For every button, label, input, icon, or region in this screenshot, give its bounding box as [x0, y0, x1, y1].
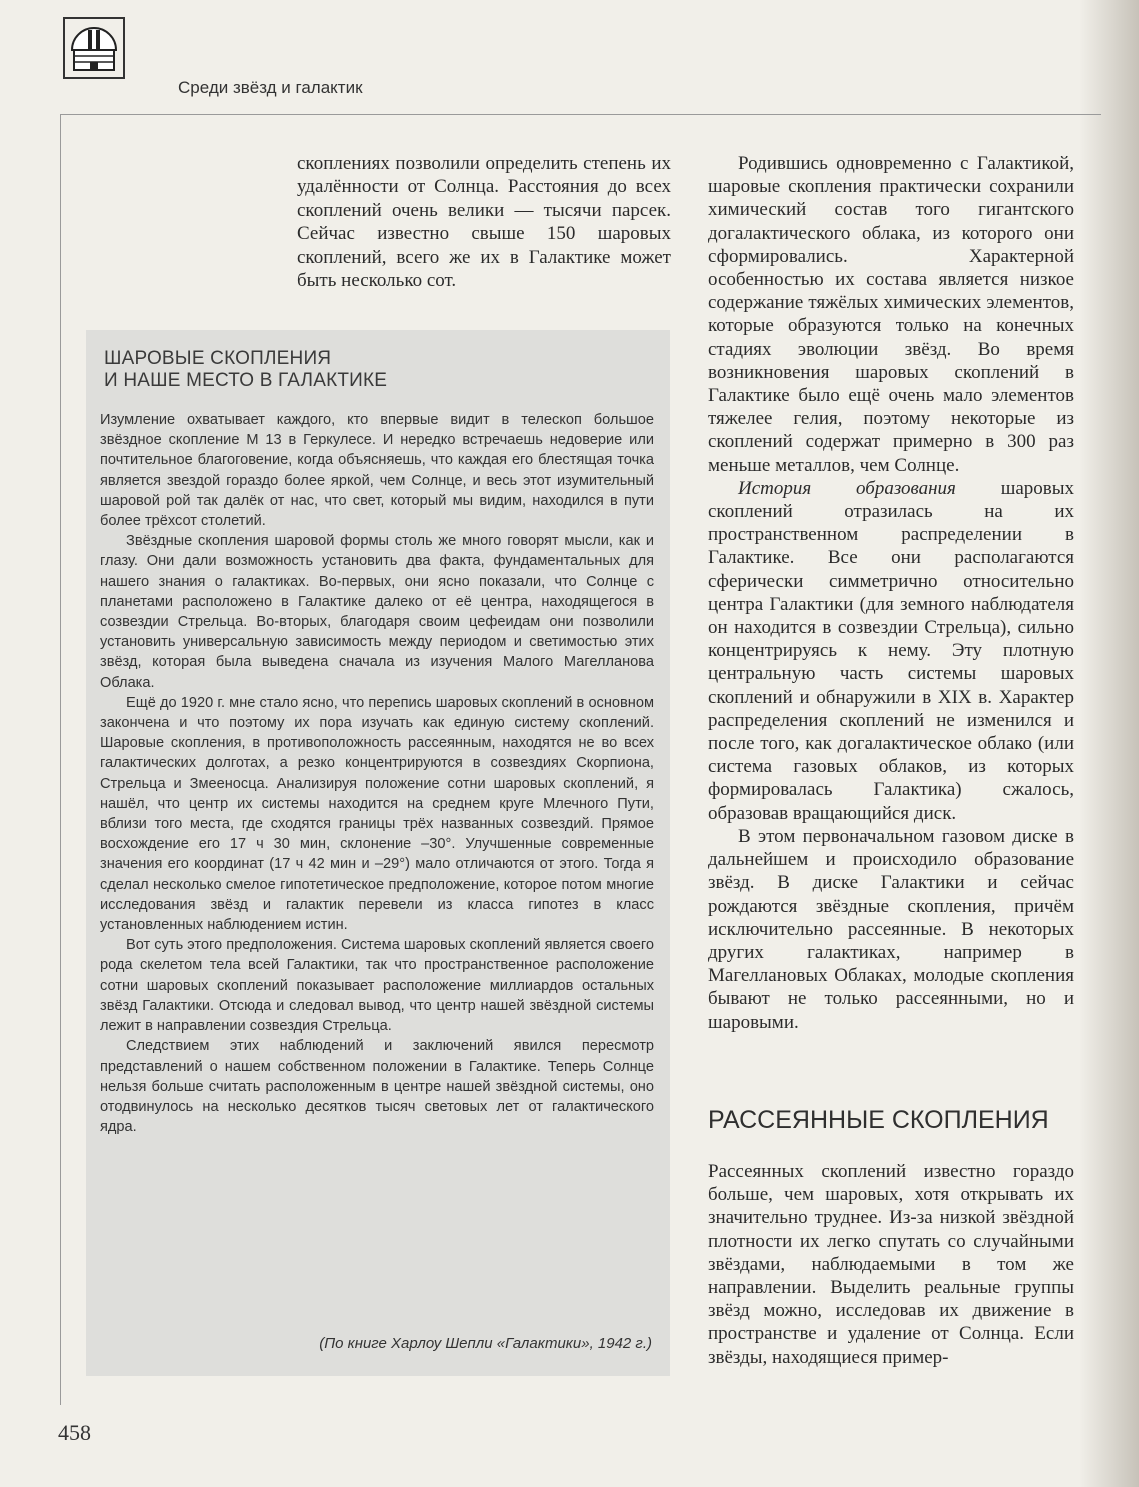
right-paragraph-1: Родившись одновременно с Галактикой, шаровые скопления практически сохранили химический состав того гигантского догалактического облака, из которого они сформировались. Характерной особенностью их состава является низкое содержание тяжёлых химических элементов, которые образуются только на конечных стадиях эволюции звёзд. Во время возникновения шаровых скоплений в Галактике было ещё очень мало элементов тяжелее гелия, поэтому некоторые из скоплений содержат примерно в 300 раз меньше металлов, чем Солнце. [708, 153, 1074, 476]
sidebar-body [100, 410, 654, 1137]
section-body [708, 1160, 1074, 1369]
right-paragraph-2-rest: шаровых скоплений отразилась на их пространственном распределении в Галактике. Все они располагаются сферически симметрично относительно центра Галактики (для земного наблюдателя он находится в созвездии Стрельца), сильно концентрируясь к нему. Эту плотную центральную часть системы шаровых скоплений и обнаружили в XIX в. Характер распределения скоплений не изменился и после того, как догалактическое облако (или система газовых облаков, из которых формировалась Галактика) сжалось, образовав вращающийся диск. [708, 477, 1074, 824]
sidebar-credit: (По книге Харлоу Шепли «Галактики», 1942 г.) [319, 1335, 652, 1352]
sidebar-paragraph: Ещё до 1920 г. мне стало ясно, что перепись шаровых скоплений в основном закончена и что поэтому их пора изучать как единую систему скоплений. Шаровые скопления, в противоположность рассеянным, находятся не во всех галактических долготах, а резко концентрируются в созвездиях Скорпиона, Стрельца и Змееносца. Анализируя положение сотни шаровых скоплений, я нашёл, что центр их системы находится на среднем круге Млечного Пути, вблизи того места, где сходятся границы трёх названных созвездий. Прямое восхождение его 17 ч 30 мин, склонение –30°. Улучшенные современные значения его координат (17 ч 42 мин и –29°) мало отличаются от этого. Тогда я сделал несколько смелое гипотетическое предположение, которое потом многие исследования звёзд и галактик перевели из класса гипотез в класс установленных наблюдением истин. [100, 694, 654, 934]
sidebar-title [104, 348, 664, 392]
section-paragraph: Рассеянных скоплений известно гораздо больше, чем шаровых, хотя открывать их значительно труднее. Из-за низкой звёздной плотности их легко спутать со случайными звёздами, наблюдаемыми в том же направлении. Выделить реальные группы звёзд можно, исследовав их движение в пространстве и удаление от Солнца. Если звёзды, находящиеся пример- [708, 1161, 1074, 1368]
right-paragraph-3: В этом первоначальном газовом диске в дальнейшем и происходило образование звёзд. В диске Галактики и сейчас рождаются звёздные скопления, причём исключительно рассеянные. В некоторых других галактиках, например в Магеллановых Облаках, молодые скопления бывают не только рассеянными, но и шаровыми. [708, 825, 1074, 1033]
sidebar-paragraph: Следствием этих наблюдений и заключений явился пересмотр представлений о нашем собственном положении в Галактике. Теперь Солнце нельзя больше считать расположенным в центре нашей звёздной системы, оно отодвинулось на несколько десятков тысяч световых лет от галактического ядра. [100, 1038, 654, 1136]
right-paragraph-2 [708, 477, 1074, 825]
running-title: Среди звёзд и галактик [178, 78, 363, 97]
sidebar-paragraph: Вот суть этого предположения. Система шаровых скоплений является своего рода скелетом тела всей Галактики, так что пространственное расположение сотни шаровых скоплений показывает расположение миллиардов остальных звёзд Галактики. Отсюда и следовал вывод, что центр нашей звёздной системы лежит в направлении созвездия Стрельца. [100, 937, 654, 1035]
right-column [708, 152, 1074, 1034]
sidebar-paragraph: Звёздные скопления шаровой формы столь же много говорят мысли, как и глазу. Они дали возможность установить два факта, фундаментальных для нашего знания о галактиках. Во-первых, они ясно показали, что Солнце с планетами расположено в Галактике далеко от её центра, находящегося в созвездии Стрельца. Во-вторых, благодаря своим цефеидам они позволили установить универсальную зависимость между периодом и светимостью этих звёзд, которая была выведена сначала из изучения Малого Магелланова Облака. [100, 533, 654, 691]
observatory-icon [62, 16, 148, 80]
sidebar-box [86, 330, 670, 1376]
section-heading: РАССЕЯННЫЕ СКОПЛЕНИЯ [708, 1106, 1049, 1134]
sidebar-paragraph: Изумление охватывает каждого, кто впервые видит в телескоп большое звёздное скопление М 13 в Геркулесе. И нередко встречаешь недоверие или почтительное благоговение, когда объясняешь, что каждая его блестящая точка является звездой гораздо более яркой, чем Солнце, и весь этот изумительный шаровой рой так далёк от нас, что свет, который мы видим, находился в пути более трёхсот столетий. [100, 412, 654, 530]
sidebar-title-line2: И НАШЕ МЕСТО В ГАЛАКТИКЕ [104, 370, 388, 391]
top-left-paragraph: скоплениях позволили определить степень их удалённости от Солнца. Расстояния до всех скоплений очень велики — тысячи парсек. Сейчас известно свыше 150 шаровых скоплений, всего же их в Галактике может быть несколько сот. [297, 153, 671, 292]
right-paragraph-2-italic: История образования [738, 477, 956, 499]
page-number: 458 [58, 1420, 91, 1445]
sidebar-title-line1: ШАРОВЫЕ СКОПЛЕНИЯ [104, 348, 332, 369]
